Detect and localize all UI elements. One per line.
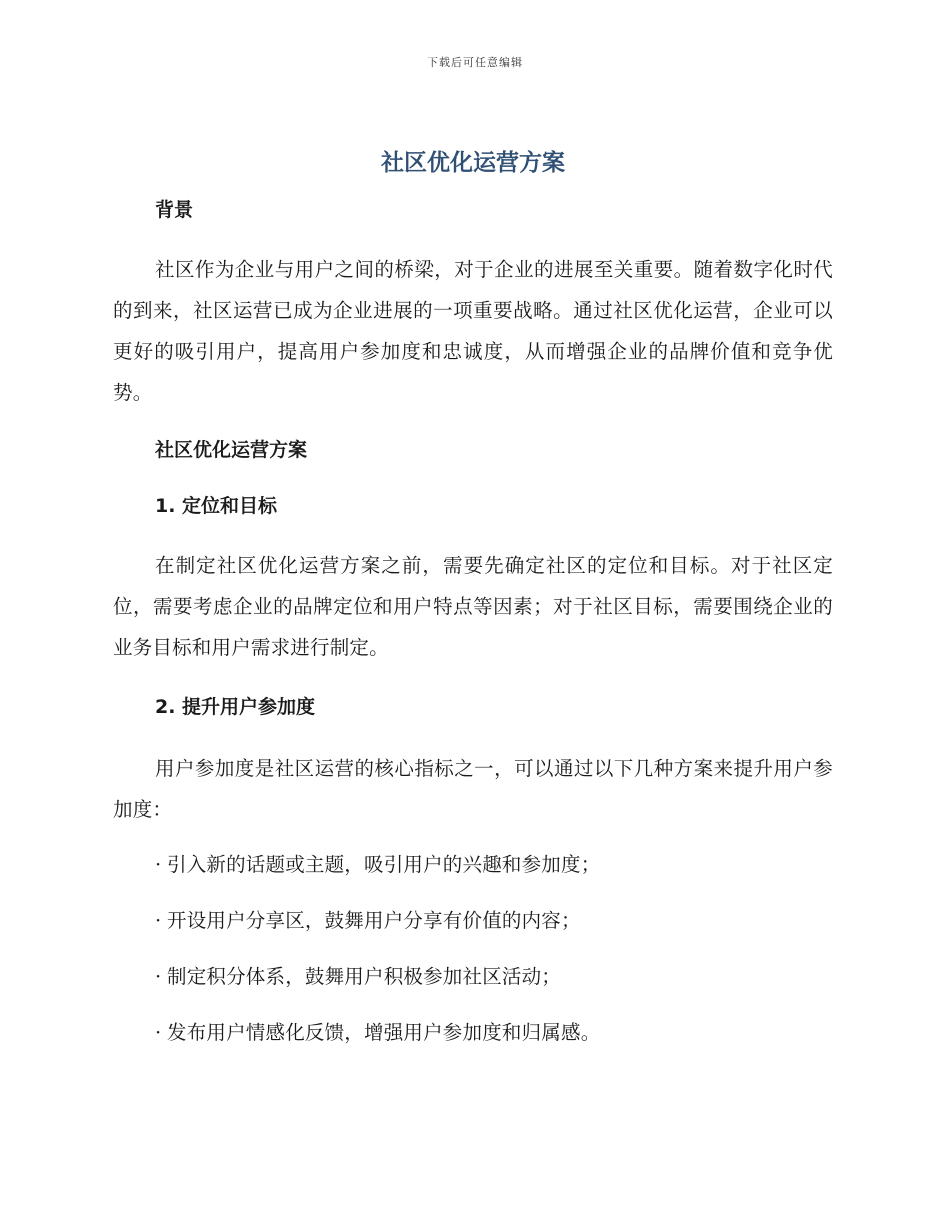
header-note: 下载后可任意编辑	[427, 56, 523, 69]
heading-engagement: 2. 提升用户参加度	[155, 696, 316, 718]
heading-background: 背景	[155, 199, 194, 221]
paragraph-engagement: 用户参加度是社区运营的核心指标之一，可以通过以下几种方案来提升用户参加度：	[113, 757, 833, 821]
document-title: 社区优化运营方案	[381, 150, 565, 176]
paragraph-background: 社区作为企业与用户之间的桥梁，对于企业的进展至关重要。随着数字化时代的到来，社区运营已成为企业进展的一项重要战略。通过社区优化运营，企业可以更好的吸引用户，提高用户参加度和忠诚度，从而增强企业的品牌价值和竞争优势。	[113, 258, 833, 404]
bullet-marker: ·	[155, 909, 162, 932]
list-item-text: 发布用户情感化反馈，增强用户参加度和归属感。	[167, 1021, 601, 1044]
list-item	[113, 844, 833, 885]
bullet-marker: ·	[155, 965, 162, 988]
bullet-marker: ·	[155, 853, 162, 876]
list-item	[113, 956, 833, 997]
list-item	[113, 900, 833, 941]
list-item-text: 制定积分体系，鼓舞用户积极参加社区活动；	[167, 965, 562, 988]
engagement-list	[113, 844, 833, 1053]
list-item-text: 开设用户分享区，鼓舞用户分享有价值的内容；	[167, 909, 581, 932]
document-body	[113, 145, 833, 1068]
paragraph-positioning: 在制定社区优化运营方案之前，需要先确定社区的定位和目标。对于社区定位，需要考虑企业的品牌定位和用户特点等因素；对于社区目标，需要围绕企业的业务目标和用户需求进行制定。	[113, 554, 833, 659]
heading-positioning: 1. 定位和目标	[155, 495, 278, 517]
list-item	[113, 1012, 833, 1053]
bullet-marker: ·	[155, 1021, 162, 1044]
list-item-text: 引入新的话题或主题，吸引用户的兴趣和参加度；	[167, 853, 601, 876]
heading-plan: 社区优化运营方案	[155, 439, 308, 461]
